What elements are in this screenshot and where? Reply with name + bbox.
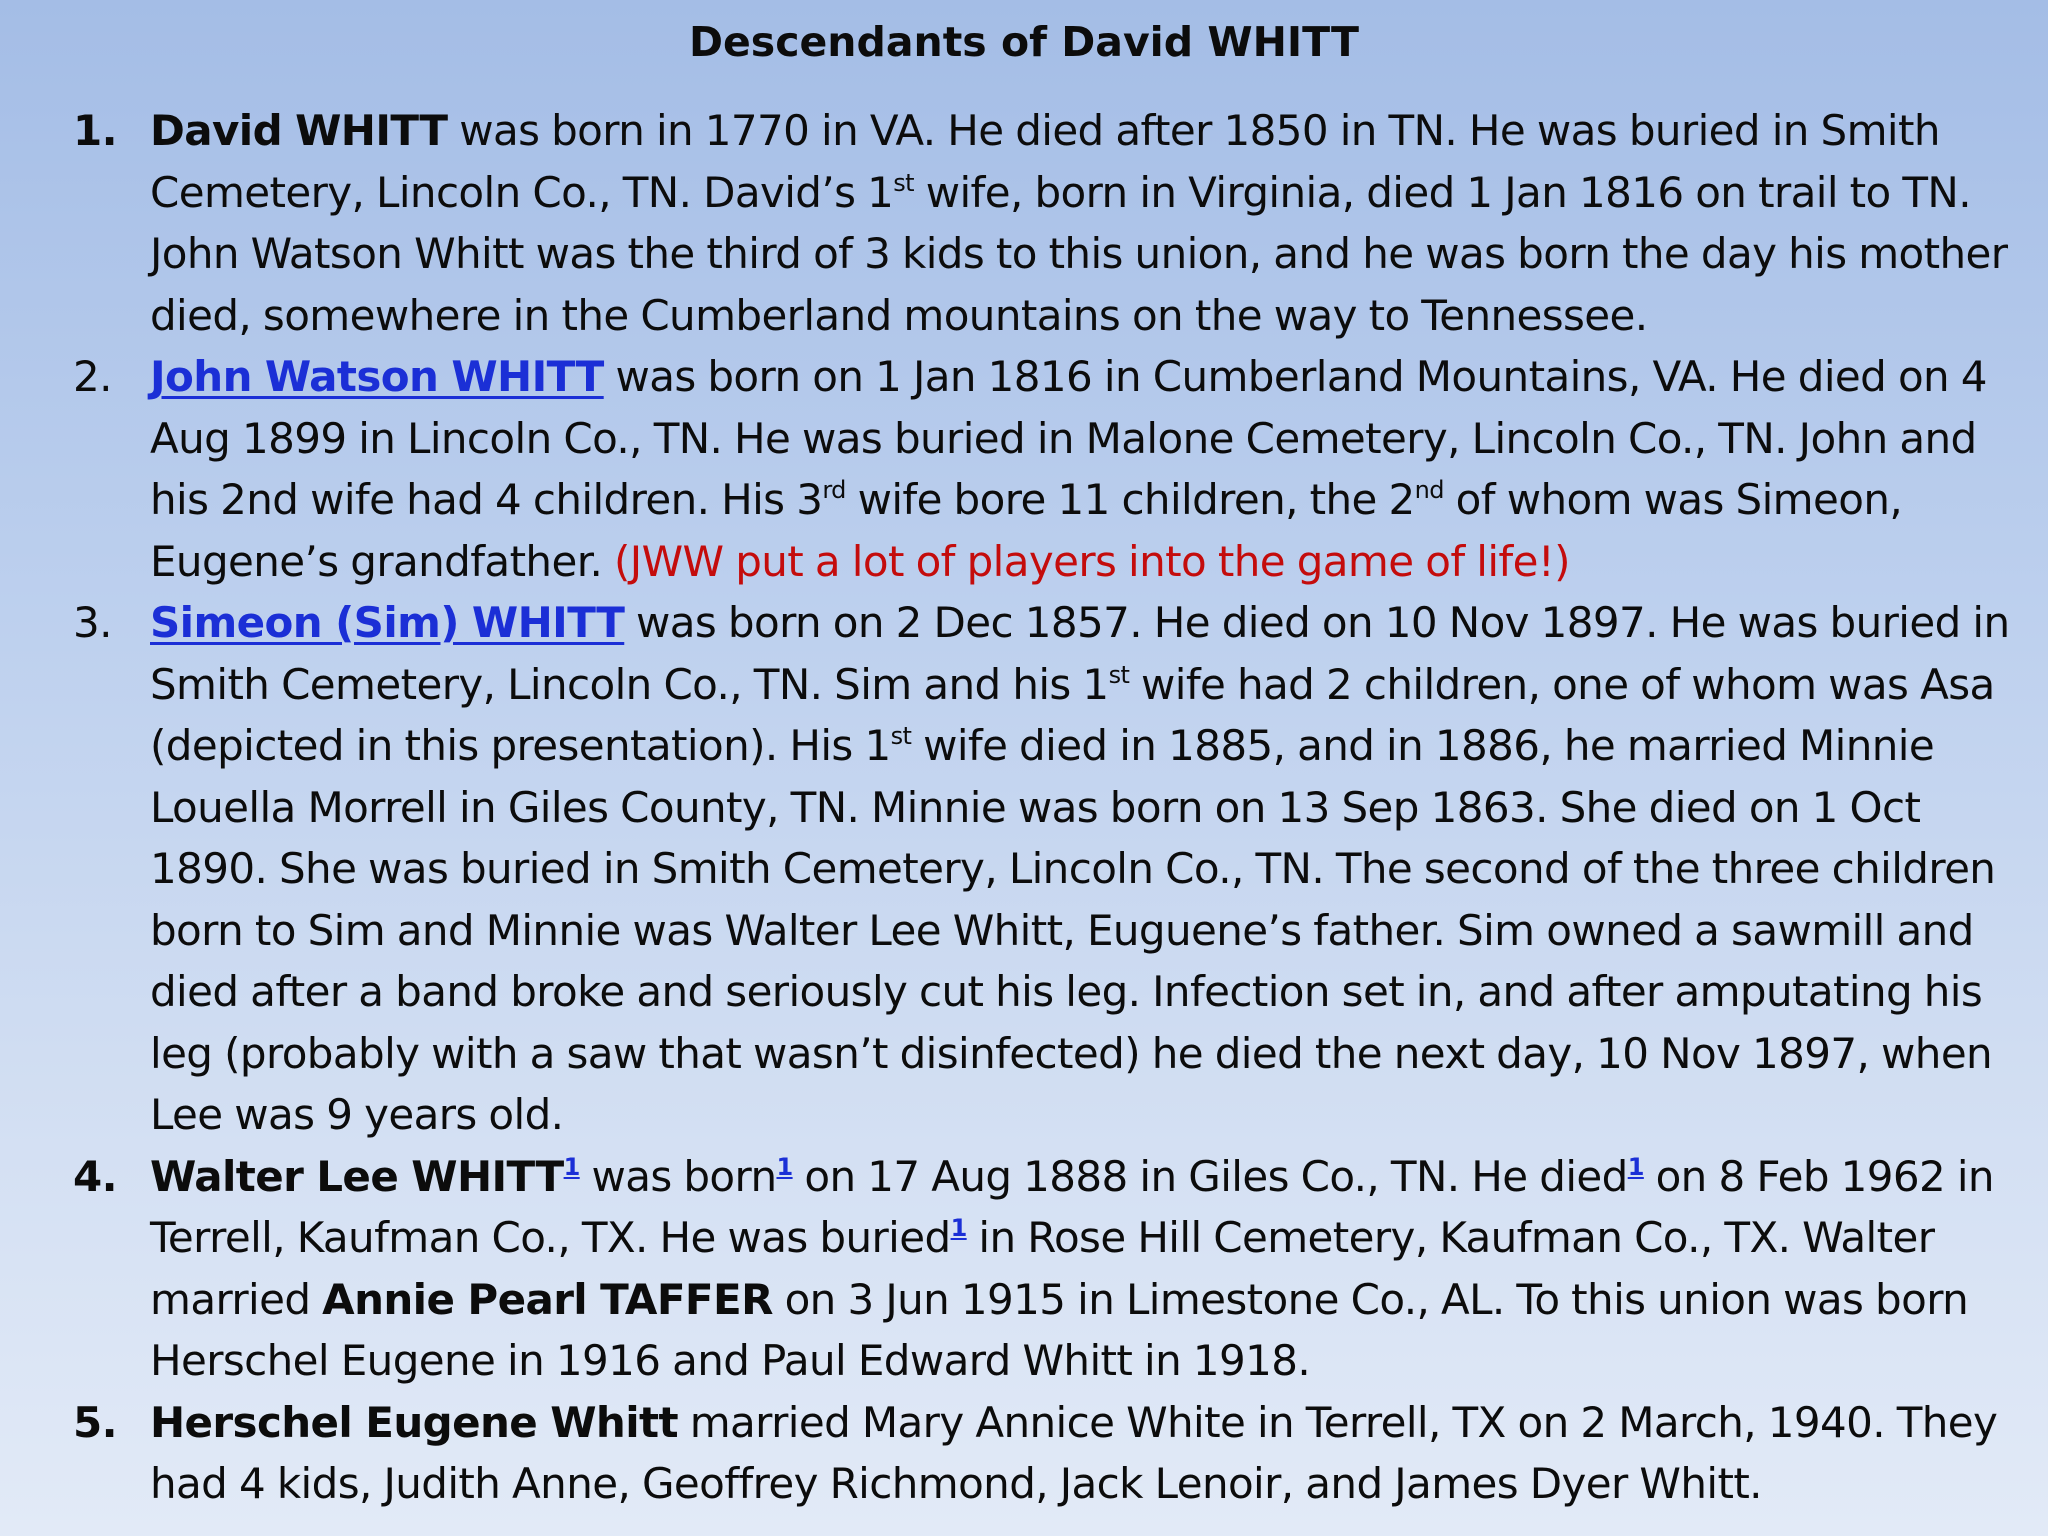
entry-text: was born in 1770 in VA. He died after 1850 in TN. He was buried in Smith Cemetery, Lincoln Co., TN. David’s 1 xyxy=(150,106,1940,217)
ordinal-suffix: st xyxy=(1108,660,1130,689)
page-title: Descendants of David WHITT xyxy=(688,18,1360,66)
ordinal-suffix: st xyxy=(893,168,914,197)
person-name-walter-lee: Walter Lee WHITT xyxy=(150,1151,564,1201)
entry-text: on 17 Aug 1888 in Giles Co., TN. He died xyxy=(792,1151,1628,1201)
entry-text: married Mary Annice White in Terrell, TX on 2 March, 1940. They had 4 kids, Judith Anne, Geoffrey Richmond, Jack Lenoir, and James Dyer Whitt. xyxy=(150,1397,1998,1508)
person-name-herschel-eugene: Herschel Eugene Whitt xyxy=(150,1397,678,1447)
ordinal-suffix: st xyxy=(890,722,912,750)
entry-text: of whom was Simeon, Eugene’s grandfather. xyxy=(150,475,1903,586)
person-name-david: David WHITT xyxy=(150,106,448,155)
list-item-walter-lee xyxy=(0,1146,2048,1392)
entry-text: was born on 2 Dec 1857. He died on 10 Nov 1897. He was buried in Smith Cemetery, Lincoln Co., TN. Sim and his 1 xyxy=(150,598,2010,709)
entry-text: wife died in 1885, and in 1886, he married Minnie Louella Morrell in Giles County, TN. Minnie was born on 13 Sep 1863. She died on 1 Oct 1890. She was buried in Smith Cemetery, Lincoln Co., TN. The second of the three children born to Sim and Minnie was Walter Lee Whitt, Euguene’s father. Sim owned a sawmill and died after a band broke and seriously cut his leg. Infection set in, and after amputating his leg (probably with a saw that wasn’t disinfected) he died the next day, 10 Nov 1897, when Lee was 9 years old. xyxy=(150,721,1996,1139)
item-number: 4. xyxy=(73,1151,117,1201)
item-number: 2. xyxy=(73,352,112,401)
ordinal-suffix: nd xyxy=(1414,476,1444,504)
entry-text: was born on 1 Jan 1816 in Cumberland Mountains, VA. He died on 4 Aug 1899 in Lincoln Co., TN. He was buried in Malone Cemetery, Lincoln Co., TN. John and his 2nd wife had 4 children. His 3 xyxy=(150,352,1987,524)
footnote-link[interactable]: 1 xyxy=(950,1214,967,1242)
ordinal-suffix: rd xyxy=(822,476,846,504)
red-note: (JWW put a lot of players into the game of life!) xyxy=(614,536,1570,586)
list-item-herschel-eugene xyxy=(0,1392,2048,1515)
footnote-link[interactable]: 1 xyxy=(1627,1152,1644,1181)
descendants-list xyxy=(0,100,2048,1515)
entry-text: wife bore 11 children, the 2 xyxy=(845,475,1415,524)
list-item-simeon xyxy=(0,592,2048,1146)
item-number: 3. xyxy=(73,598,112,647)
entry-text: wife had 2 children, one of whom was Asa (depicted in this presentation). His 1 xyxy=(150,659,1995,770)
spouse-name: Annie Pearl TAFFER xyxy=(322,1274,773,1324)
footnote-link[interactable]: 1 xyxy=(776,1152,793,1181)
person-link-john-watson[interactable]: John Watson WHITT xyxy=(150,352,604,401)
list-item-john-watson xyxy=(0,346,2048,592)
person-link-simeon[interactable]: Simeon (Sim) WHITT xyxy=(150,598,625,647)
list-item-david xyxy=(0,100,2048,346)
entry-text: on 8 Feb 1962 in Terrell, Kaufman Co., TX. He was buried xyxy=(150,1151,1994,1262)
item-number: 5. xyxy=(73,1397,117,1447)
footnote-link[interactable]: 1 xyxy=(563,1152,580,1181)
entry-text: in Rose Hill Cemetery, Kaufman Co., TX. Walter married xyxy=(150,1213,1935,1324)
entry-text: wife, born in Virginia, died 1 Jan 1816 on trail to TN. John Watson Whitt was the third of 3 kids to this union, and he was born the day his mother died, somewhere in the Cumberland mountains on the way to Tennessee. xyxy=(150,167,2008,340)
entry-text: on 3 Jun 1915 in Limestone Co., AL. To this union was born Herschel Eugene in 1916 and Paul Edward Whitt in 1918. xyxy=(150,1274,1969,1385)
entry-text: was born xyxy=(579,1151,777,1201)
item-number: 1. xyxy=(73,106,117,155)
